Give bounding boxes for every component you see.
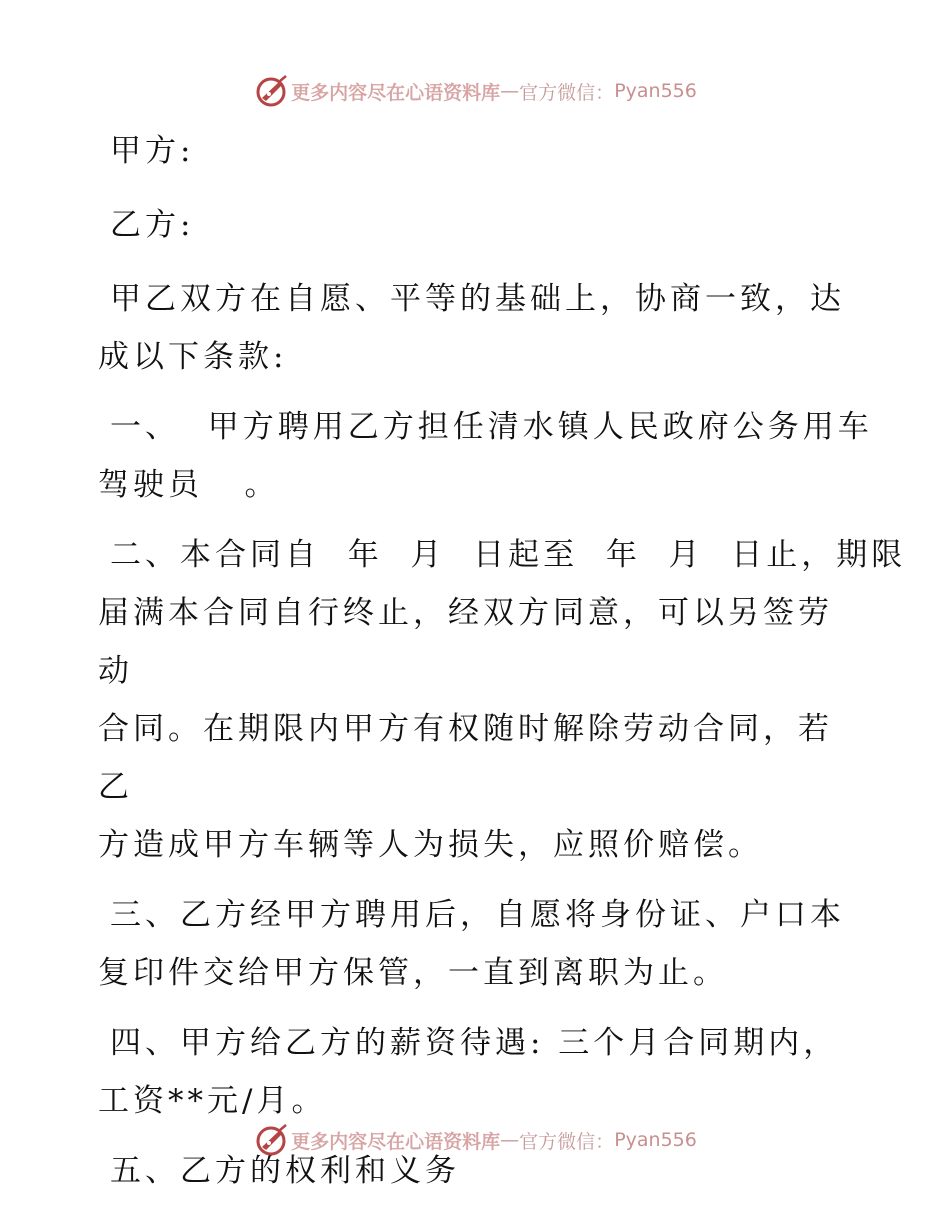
watermark-brand: 更多内容尽在心语资料库 bbox=[291, 1130, 501, 1153]
clause-2-line-4: 方造成甲方车辆等人为损失，应照价赔偿。 bbox=[98, 827, 763, 863]
watermark-separator: — bbox=[500, 80, 520, 102]
party-b-line: 乙方: bbox=[110, 207, 195, 243]
quill-logo-icon bbox=[253, 1122, 289, 1158]
clause-1-line-1: 一、 甲方聘用乙方担任清水镇人民政府公务用车 bbox=[110, 409, 873, 445]
watermark-subtitle: 官方微信： bbox=[519, 81, 615, 104]
footer-watermark bbox=[0, 1120, 950, 1160]
clause-1-line-2: 驾驶员 。 bbox=[98, 467, 280, 503]
party-a-line: 甲方: bbox=[110, 133, 195, 169]
clause-2-line-1: 二、本合同自 年 月 日起至 年 月 日止，期限 bbox=[110, 537, 907, 573]
header-watermark bbox=[0, 71, 950, 111]
clause-3-line-1: 三、乙方经甲方聘用后，自愿将身份证、户口本 bbox=[110, 897, 845, 933]
clause-5-heading: 五、乙方的权利和义务 bbox=[110, 1153, 460, 1189]
clause-4-line-1: 四、甲方给乙方的薪资待遇: 三个月合同期内， bbox=[110, 1025, 839, 1061]
watermark-wechat-id: Pyan556 bbox=[614, 80, 697, 102]
quill-logo-icon bbox=[253, 73, 289, 109]
contract-body bbox=[98, 122, 907, 1200]
clause-3-line-2: 复印件交给甲方保管，一直到离职为止。 bbox=[98, 955, 728, 991]
clause-2-line-2: 届满本合同自行终止，经双方同意，可以另签劳动 bbox=[98, 595, 833, 689]
watermark-wechat-id: Pyan556 bbox=[614, 1129, 697, 1151]
preamble-line-1: 甲乙双方在自愿、平等的基础上，协商一致，达 bbox=[110, 281, 845, 317]
watermark-separator: — bbox=[500, 1129, 520, 1151]
watermark-subtitle: 官方微信： bbox=[519, 1130, 615, 1153]
preamble-line-2: 成以下条款: bbox=[98, 339, 288, 375]
clause-2-line-3: 合同。在期限内甲方有权随时解除劳动合同，若乙 bbox=[98, 711, 833, 805]
watermark-brand: 更多内容尽在心语资料库 bbox=[291, 81, 501, 104]
clause-4-line-2: 工资**元/月。 bbox=[98, 1083, 327, 1119]
